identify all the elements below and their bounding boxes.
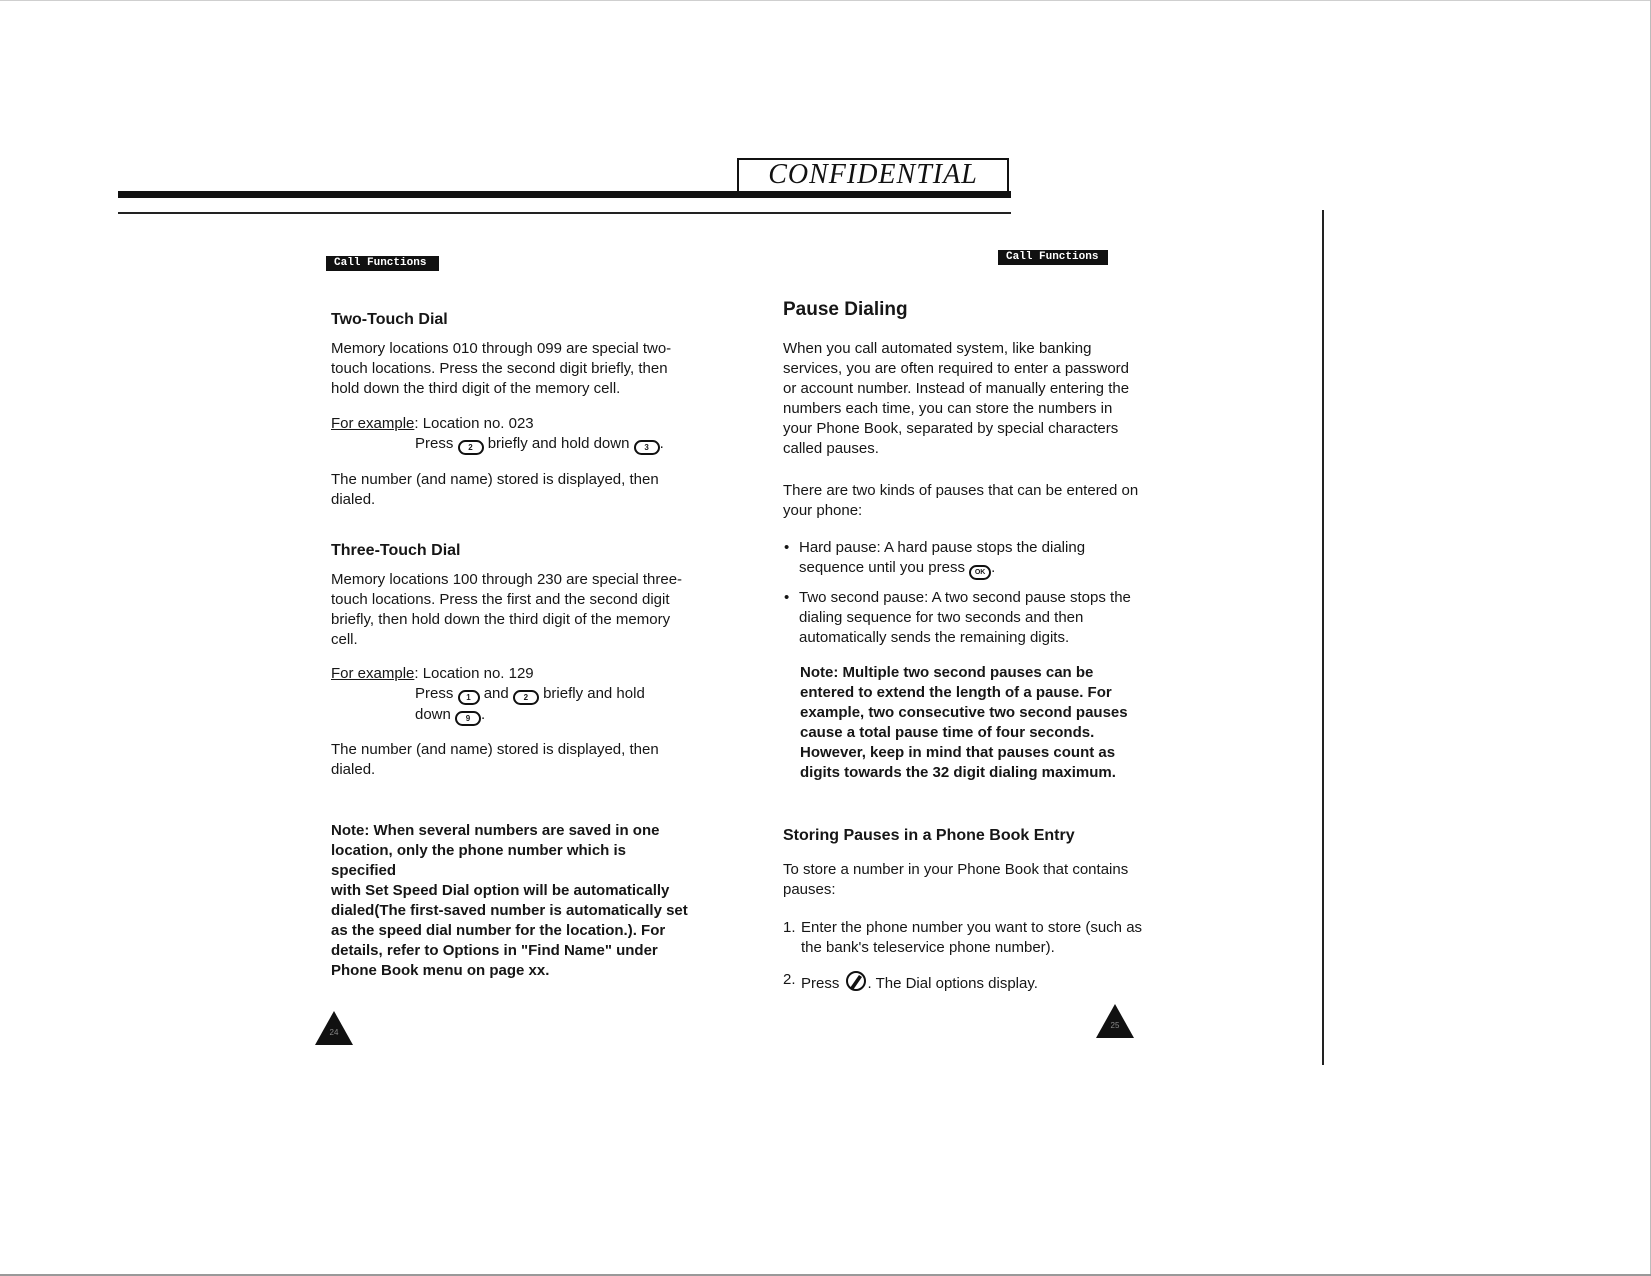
example-and: and — [483, 685, 509, 702]
list-item — [783, 918, 1143, 958]
body-line: Memory locations 100 through 230 are special three- — [331, 571, 683, 588]
step-text: . The Dial options display. — [867, 975, 1038, 992]
two-touch-result — [331, 470, 691, 510]
phone-book-label: Phone Book — [331, 962, 419, 979]
body-line: touch locations. Press the first and the second digit — [331, 591, 670, 608]
storing-intro — [783, 860, 1143, 900]
period: . — [481, 706, 486, 723]
right-margin-rule — [1322, 210, 1324, 1065]
step-text: Enter the phone number you want to store (such as — [801, 919, 1143, 936]
header-thick-rule — [118, 191, 1011, 198]
example-instruction: briefly and hold — [543, 685, 645, 702]
period: . — [991, 559, 996, 576]
body-line: or account number. Instead of manually entering the — [783, 380, 1130, 397]
key-2-icon: 2 — [458, 440, 484, 455]
step-text: the bank's teleservice phone number). — [801, 939, 1055, 956]
pause-kinds-intro — [783, 481, 1143, 521]
example-location: Location no. 023 — [422, 415, 534, 432]
body-line: cell. — [331, 631, 358, 648]
list-item — [783, 588, 1143, 648]
example-press: Press — [415, 435, 454, 452]
confidential-stamp: CONFIDENTIAL — [737, 158, 1009, 191]
step-number: 2. — [783, 971, 796, 988]
note-label: Note — [331, 822, 365, 839]
pencil-soft-key-icon — [844, 970, 868, 992]
bullet-text: Hard pause: A hard pause stops the dialing — [799, 539, 1086, 556]
speed-dial-note — [331, 821, 691, 981]
key-3-icon: 3 — [634, 440, 660, 455]
bullet-text: dialing sequence for two seconds and then — [799, 609, 1084, 626]
note-line: location, only the phone number which is specified — [331, 842, 627, 879]
example-instruction: briefly and hold down — [487, 435, 630, 452]
page-number-right: 25 — [1110, 1021, 1120, 1030]
two-touch-body — [331, 339, 691, 399]
note-line: However, keep in mind that pauses count as — [800, 744, 1116, 761]
body-line: your Phone Book, separated by special characters — [783, 420, 1119, 437]
period: . — [659, 435, 664, 452]
body-line: Memory locations 010 through 099 are special two- — [331, 340, 672, 357]
result-line: The number (and name) stored is displayed, then — [331, 471, 659, 488]
pause-types-list — [783, 538, 1143, 648]
note-label: Note: — [800, 664, 839, 681]
body-line: numbers each time, you can store the numbers in — [783, 400, 1113, 417]
note-line: dialed(The first-saved number is automatically set — [331, 902, 688, 919]
key-9-icon: 9 — [455, 711, 481, 726]
body-line: pauses: — [783, 881, 836, 898]
result-line: The number (and name) stored is displayed, then — [331, 741, 659, 758]
two-touch-example: For example: Location no. 023 Press 2 briefly and hold down 3 . — [331, 414, 691, 455]
bullet-text: sequence until you press — [799, 559, 965, 576]
three-touch-result — [331, 740, 691, 780]
step-text: Press — [801, 975, 840, 992]
list-item — [783, 538, 1143, 580]
pause-dialing-intro — [783, 339, 1143, 459]
key-2-icon: 2 — [513, 690, 539, 705]
body-line: touch locations. Press the second digit briefly, then — [331, 360, 668, 377]
bullet-text: Two second pause: A two second pause stops the — [799, 589, 1131, 606]
body-line: your phone: — [783, 502, 863, 519]
key-1-icon: 1 — [458, 690, 480, 705]
note-text: menu on page xx. — [418, 962, 550, 979]
body-line: When you call automated system, like banking — [783, 340, 1092, 357]
note-text: with — [331, 882, 366, 899]
body-line: called pauses. — [783, 440, 879, 457]
note-line: cause a total pause time of four seconds. — [800, 724, 1095, 741]
example-down: down — [415, 706, 451, 723]
storing-steps — [783, 918, 1143, 994]
body-line: There are two kinds of pauses that can be entered on — [783, 482, 1139, 499]
set-speed-dial-label: Set Speed Dial — [365, 882, 470, 899]
section-tag-left: Call Functions — [326, 256, 439, 271]
body-line: briefly, then hold down the third digit of the memory — [331, 611, 671, 628]
three-touch-body — [331, 570, 691, 650]
step-number: 1. — [783, 919, 796, 936]
three-touch-heading: Three-Touch Dial — [331, 542, 461, 559]
result-line: dialed. — [331, 761, 376, 778]
note-line: example, two consecutive two second pauses — [800, 704, 1128, 721]
three-touch-example: For example: Location no. 129 Press 1 and 2 briefly and hold down 9 . — [331, 664, 691, 726]
note-line: as the speed dial number for the location.). For — [331, 922, 666, 939]
note-line: Multiple two second pauses can be — [838, 664, 1094, 681]
pause-note — [800, 663, 1145, 783]
note-line: digits towards the 32 digit dialing maximum. — [800, 764, 1116, 781]
example-label: For example — [331, 415, 415, 432]
section-tag-right: Call Functions — [998, 250, 1108, 265]
body-line: hold down the third digit of the memory cell. — [331, 380, 621, 397]
page-number-left: 24 — [329, 1028, 339, 1037]
page-top-edge — [0, 0, 1651, 1]
pause-dialing-heading: Pause Dialing — [783, 299, 908, 320]
result-line: dialed. — [331, 491, 376, 508]
note-line: : When several numbers are saved in one — [364, 822, 660, 839]
body-line: To store a number in your Phone Book that contains — [783, 861, 1129, 878]
example-location: Location no. 129 — [422, 665, 534, 682]
header-thin-rule — [118, 212, 1011, 214]
example-label: For example — [331, 665, 415, 682]
note-text: option will be automatically — [469, 882, 670, 899]
two-touch-heading: Two-Touch Dial — [331, 311, 448, 328]
example-press: Press — [415, 685, 454, 702]
ok-key-icon: OK — [969, 565, 991, 580]
bullet-text: automatically sends the remaining digits. — [799, 629, 1070, 646]
storing-pauses-heading: Storing Pauses in a Phone Book Entry — [783, 827, 1075, 844]
note-line: details, refer to Options in "Find Name" under — [331, 942, 658, 959]
note-line: entered to extend the length of a pause. For — [800, 684, 1112, 701]
list-item — [783, 970, 1143, 994]
body-line: services, you are often required to enter a password — [783, 360, 1130, 377]
